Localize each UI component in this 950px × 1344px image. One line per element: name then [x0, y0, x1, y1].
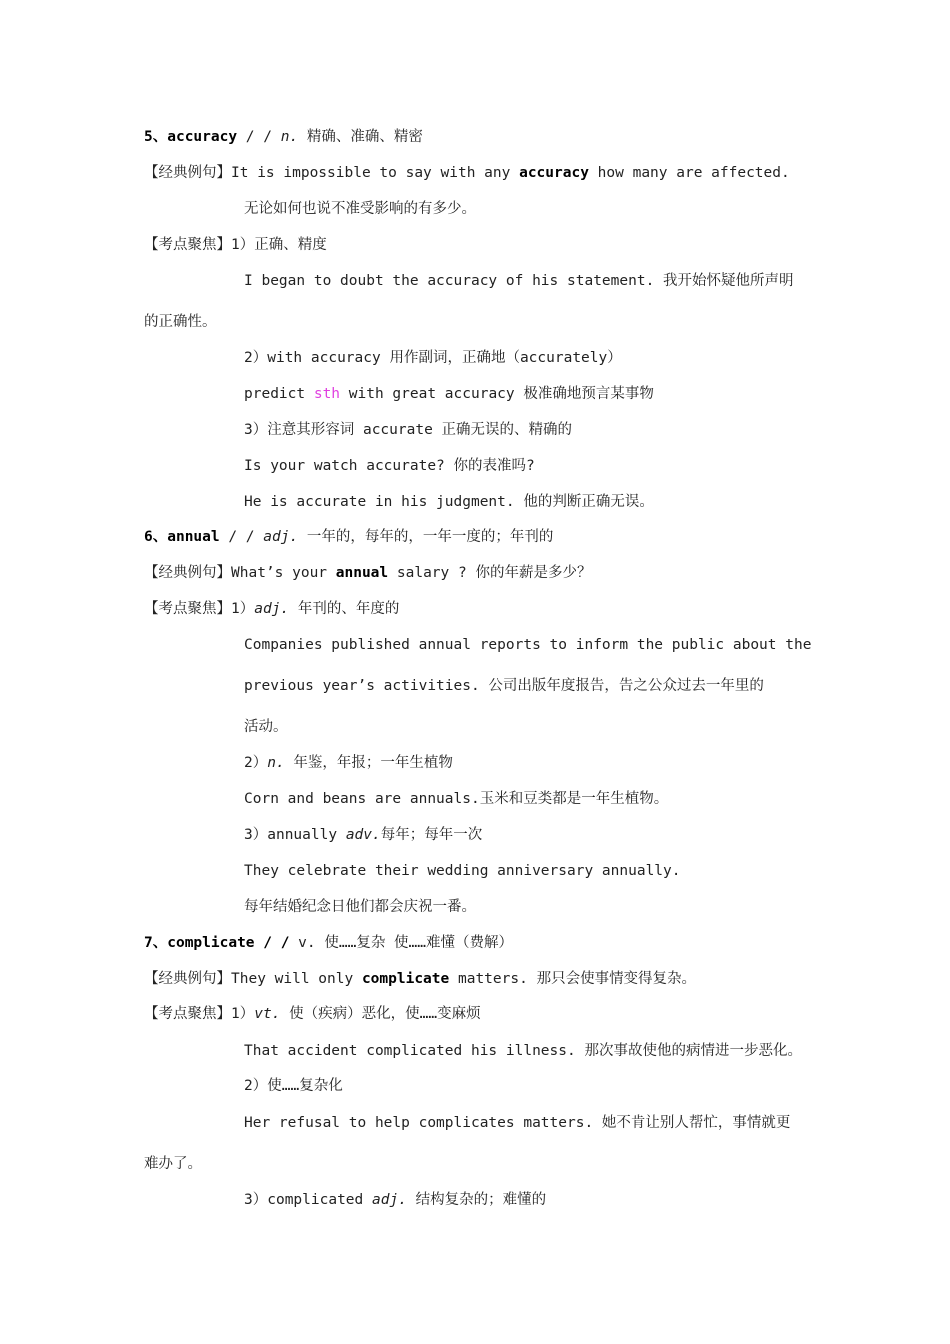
entry-6-focus	[144, 599, 399, 619]
part-of-speech: adj.	[263, 529, 299, 545]
part-of-speech: vt.	[254, 1006, 281, 1022]
entry-6-example	[144, 563, 591, 583]
entry-6-point-2	[244, 753, 453, 773]
example-text: salary ? 你的年薪是多少？	[388, 565, 592, 581]
example-text: It is impossible to say with any	[231, 165, 520, 181]
phonetic: / /	[237, 129, 281, 145]
entry-6-point-2-example: Corn and beans are annuals.玉米和豆类都是一年生植物。	[244, 791, 669, 807]
entry-5-point-1-example-cont: 的正确性。	[144, 314, 217, 330]
entry-5-point-2-example	[244, 384, 654, 404]
entry-7-point-3	[244, 1190, 546, 1210]
headword: 6、annual	[144, 529, 220, 545]
entry-6-point-3	[244, 825, 482, 845]
meaning: 一年的，每年的，一年一度的；年刊的	[298, 529, 554, 545]
example-text: predict	[244, 386, 314, 402]
focus-number: 1）	[231, 601, 255, 617]
entry-5-heading	[144, 127, 423, 147]
sth-highlight: sth	[313, 386, 341, 402]
entry-6-point-3-example-2: 每年结婚纪念日他们都会庆祝一番。	[244, 899, 476, 915]
headword: 5、accuracy	[144, 129, 238, 145]
entry-7-point-2-example-1: Her refusal to help complicates matters. 她不肯让别人帮忙，事情就更	[244, 1115, 791, 1131]
meaning: v. 使……复杂 使……难懂（费解）	[289, 935, 514, 951]
focus-label: 【考点聚焦】	[144, 1006, 231, 1022]
entry-5-example-translation: 无论如何也说不准受影响的有多少。	[244, 201, 476, 217]
entry-6-point-3-example-1: They celebrate their wedding anniversary annually.	[244, 863, 681, 879]
focus-point: 年刊的、年度的	[289, 601, 400, 617]
example-keyword: accuracy	[519, 165, 589, 181]
focus-point: 1）正确、精度	[231, 237, 327, 253]
part-of-speech: n.	[267, 755, 285, 771]
phonetic: / /	[219, 529, 264, 545]
focus-point: 年鉴，年报；一年生植物	[284, 755, 453, 771]
entry-6-heading	[144, 527, 553, 547]
entry-5-point-3: 3）注意其形容词 accurate 正确无误的、精确的	[244, 422, 573, 438]
entry-5-point-3-example-1: Is your watch accurate? 你的表准吗?	[244, 458, 535, 474]
meaning: 精确、准确、精密	[298, 129, 423, 145]
focus-point: 结构复杂的；难懂的	[406, 1192, 547, 1208]
example-text: What’s your	[231, 565, 336, 581]
entry-5-point-1-example: I began to doubt the accuracy of his statement. 我开始怀疑他所声明	[244, 273, 794, 289]
example-label: 【经典例句】	[144, 565, 231, 581]
example-text: They will only	[231, 971, 362, 987]
entry-5-point-2: 2）with accuracy 用作副词，正确地（accurately）	[244, 350, 622, 366]
focus-point: 每年；每年一次	[380, 827, 483, 843]
example-text: how many are affected.	[588, 165, 790, 181]
focus-point: 使（疾病）恶化，使……变麻烦	[280, 1006, 481, 1022]
part-of-speech: adv.	[345, 827, 381, 843]
entry-7-heading	[144, 933, 513, 953]
focus-number: 3）annually	[244, 827, 346, 843]
entry-7-focus	[144, 1004, 481, 1024]
entry-5-focus	[144, 235, 327, 255]
entry-6-point-1-example-1: Companies published annual reports to inform the public about the	[244, 637, 812, 653]
example-label: 【经典例句】	[144, 971, 231, 987]
entry-7-point-2-example-2: 难办了。	[144, 1156, 202, 1172]
example-keyword: complicate	[361, 971, 450, 987]
entry-6-point-1-example-3: 活动。	[244, 719, 288, 735]
example-text: matters. 那只会使事情变得复杂。	[449, 971, 697, 987]
entry-7-point-2: 2）使……复杂化	[244, 1078, 343, 1094]
focus-number: 3）complicated	[244, 1192, 372, 1208]
focus-number: 1）	[231, 1006, 255, 1022]
entry-7-example	[144, 969, 696, 989]
entry-7-point-1-example: That accident complicated his illness. 那次事故使他的病情进一步恶化。	[244, 1043, 802, 1059]
example-label: 【经典例句】	[144, 165, 231, 181]
part-of-speech: adj.	[254, 601, 290, 617]
focus-label: 【考点聚焦】	[144, 601, 231, 617]
focus-label: 【考点聚焦】	[144, 237, 231, 253]
part-of-speech: adj.	[372, 1192, 407, 1208]
part-of-speech: n.	[280, 129, 299, 145]
focus-number: 2）	[244, 755, 268, 771]
entry-6-point-1-example-2: previous year’s activities. 公司出版年度报告，告之公众过去一年里的	[244, 678, 764, 694]
example-text: with great accuracy 极准确地预言某事物	[340, 386, 654, 402]
example-keyword: annual	[335, 565, 389, 581]
entry-5-example	[144, 163, 790, 183]
entry-5-point-3-example-2: He is accurate in his judgment. 他的判断正确无误。	[244, 494, 654, 510]
headword: 7、complicate / /	[144, 935, 290, 951]
